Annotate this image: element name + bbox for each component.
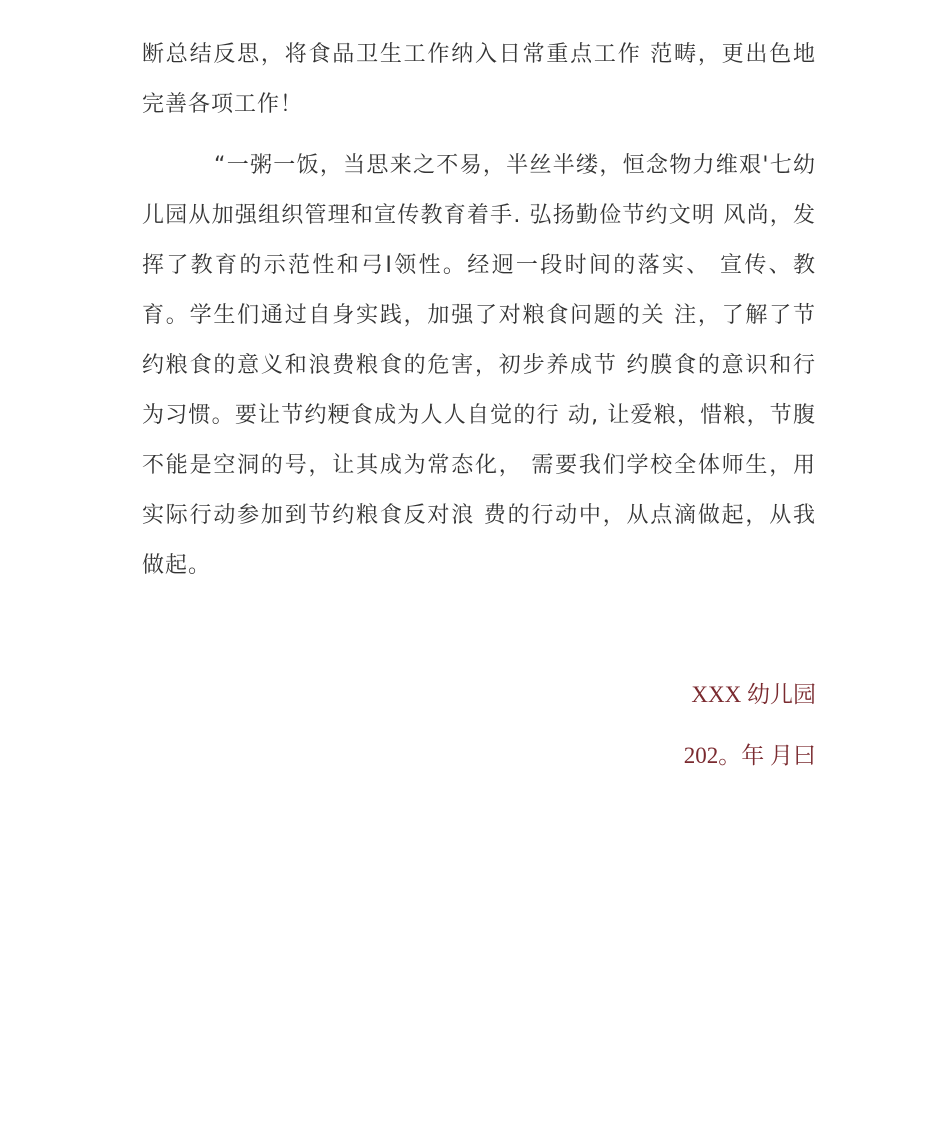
paragraph-conclusion: 断总结反思，将食品卫生工作纳入日常重点工作 范畴，更出色地完善各项工作！ xyxy=(142,42,816,117)
paragraph-main: “一粥一饭，当思来之不易，半丝半缕，恒念物力维艰'七幼儿园从加强组织管理和宣传教育着手. 弘扬勤俭节约文明 风尚，发挥了教育的示范性和弓I领性。经迥一段时间的落实、 宣传、教育。学生们通过自身实践，加强了对粮食问题的关 注，了解了节约粮食的意义和浪费粮食的危害，初步养成节 约膜食的意识和行为习惯。要让节约粳食成为人人自觉的行 动, 让爱粮，惜粮，节腹不能是空洞的号，让其成为常态化， 需要我们学校全体师生，用实际行动参加到节约粮食反对浪 费的行动中，从点滴做起，从我做起。 xyxy=(142,153,816,578)
signature-organization: XXX 幼儿园 xyxy=(691,682,816,707)
signature-date: 202。年 月曰 xyxy=(683,743,816,768)
